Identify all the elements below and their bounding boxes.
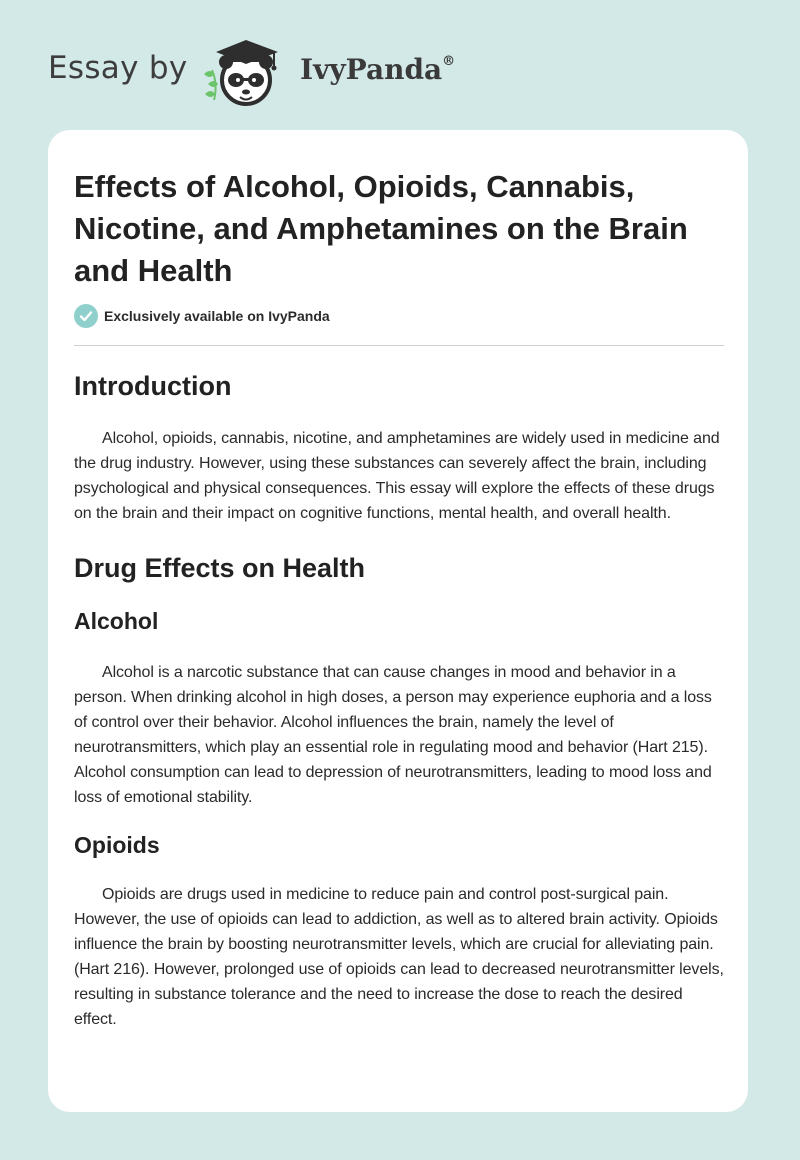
- exclusive-badge: [74, 304, 330, 328]
- brand-name[interactable]: [300, 53, 455, 86]
- panda-logo-icon[interactable]: [200, 36, 296, 110]
- site-header: [0, 0, 800, 130]
- registered-mark: ®: [442, 53, 456, 69]
- divider: [74, 345, 724, 346]
- subsection-heading-alcohol: Alcohol: [74, 608, 159, 634]
- essay-body: [74, 366, 724, 1032]
- page-title: Effects of Alcohol, Opioids, Cannabis, Nicotine, and Amphetamines on the Brain and Health: [74, 169, 688, 288]
- opioids-paragraph: Opioids are drugs used in medicine to reduce pain and control post-surgical pain. However, the use of opioids can lead to addiction, as well as to altered brain activity. Opioids influence the brain by boosting neurotransmitter levels, which are crucial for alleviating pain. (Hart 216). However, prolonged use of opioids can lead to decreased neurotransmitter levels, resulting in substance tolerance and the need to increase the dose to reach the desired effect.: [74, 886, 724, 1028]
- section-heading-introduction: Introduction: [74, 371, 232, 401]
- introduction-paragraph: Alcohol, opioids, cannabis, nicotine, and amphetamines are widely used in medicine and the drug industry. However, using these substances can severely affect the brain, including psychological and physical consequences. This essay will explore the effects of these drugs on the brain and their impact on cognitive functions, mental health, and overall health.: [74, 430, 720, 522]
- alcohol-paragraph: Alcohol is a narcotic substance that can cause changes in mood and behavior in a person. When drinking alcohol in high doses, a person may experience euphoria and a loss of control over their behavior. Alcohol influences the brain, namely the level of neurotransmitters, which play an essential role in regulating mood and behavior (Hart 215). Alcohol consumption can lead to depression of neurotransmitters, leading to mood loss and loss of emotional stability.: [74, 664, 712, 806]
- subsection-heading-opioids: Opioids: [74, 832, 160, 858]
- badge-label: Exclusively available on IvyPanda: [104, 308, 330, 324]
- essay-by-label: Essay by: [48, 50, 188, 86]
- check-icon: [74, 304, 98, 328]
- essay-card: [48, 130, 748, 1112]
- section-heading-drug-effects: Drug Effects on Health: [74, 553, 366, 583]
- brand-text: IvyPanda: [300, 53, 443, 86]
